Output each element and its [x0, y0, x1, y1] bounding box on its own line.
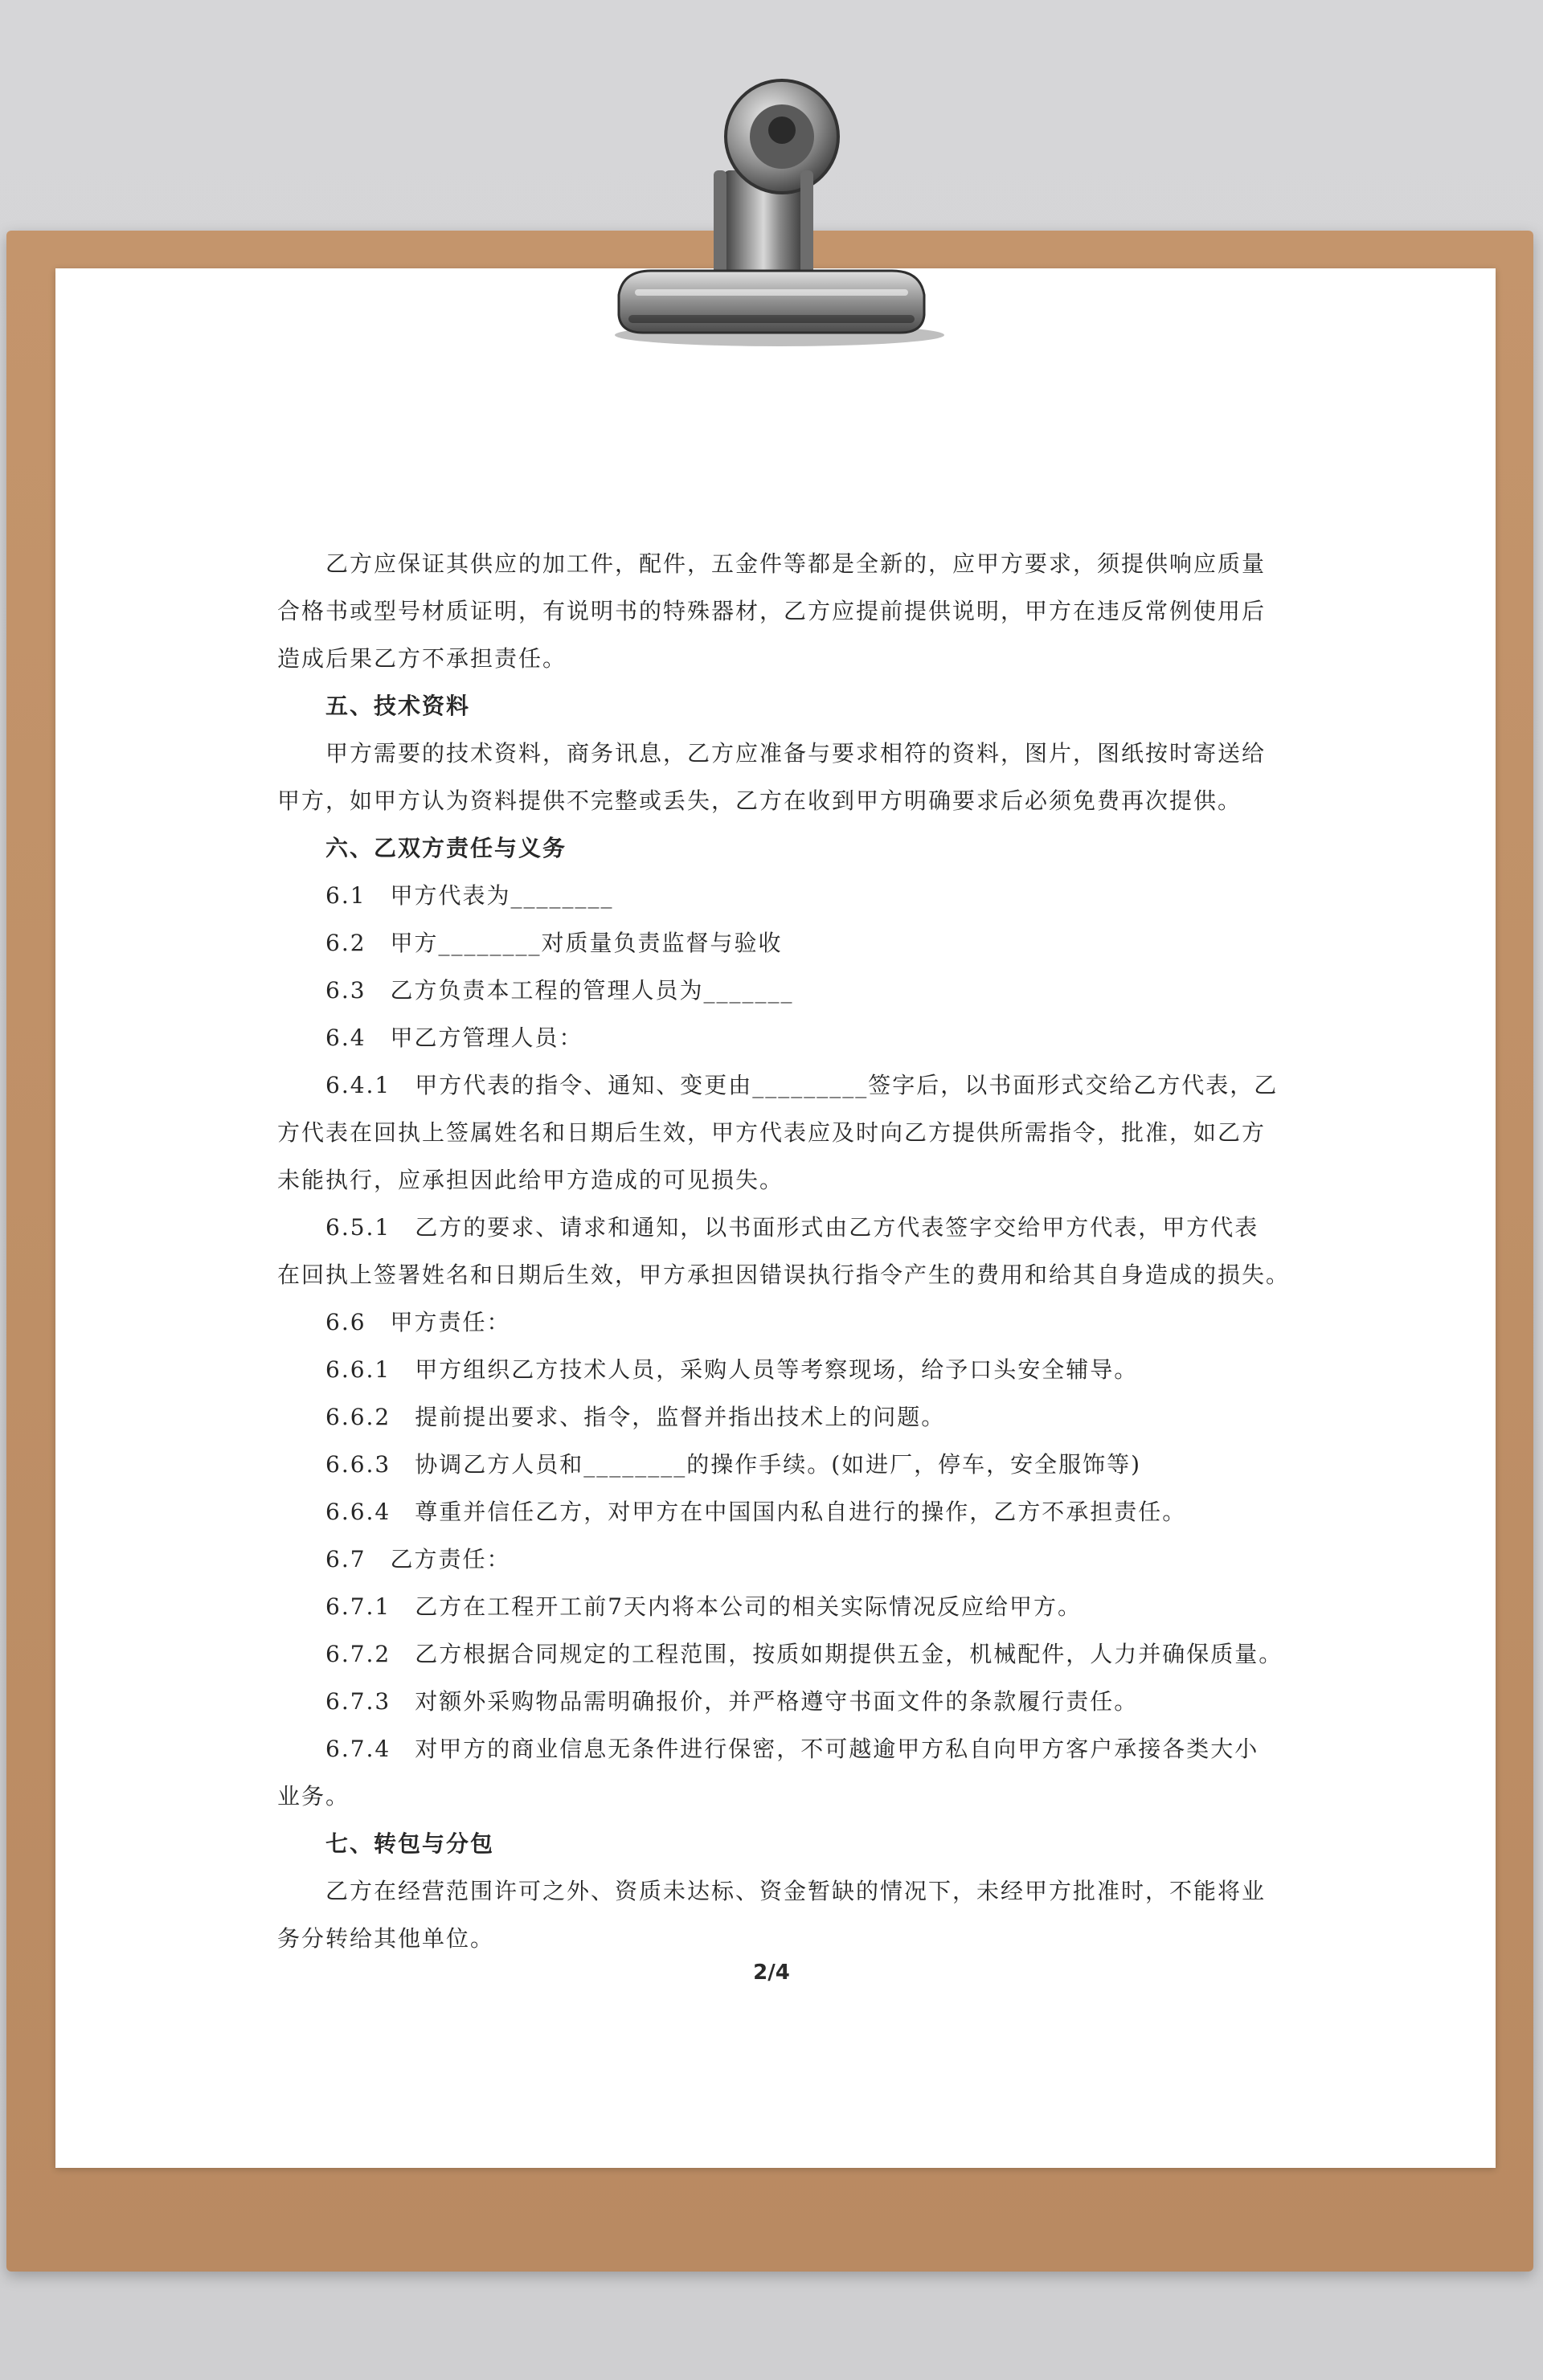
text-line: 乙方在经营范围许可之外、资质未达标、资金暂缺的情况下，未经甲方批准时，不能将业 — [277, 1878, 1267, 1904]
text-line: 6.2 甲方________对质量负责监督与验收 — [277, 930, 783, 956]
text-line: 6.6.1 甲方组织乙方技术人员，采购人员等考察现场，给予口头安全辅导。 — [277, 1356, 1139, 1383]
text-line: 方代表在回执上签属姓名和日期后生效，甲方代表应及时向乙方提供所需指令，批准，如乙方 — [277, 1119, 1267, 1146]
section-heading: 五、技术资料 — [277, 693, 471, 719]
page-number: 2/4 — [753, 1961, 790, 1985]
text-line: 6.5.1 乙方的要求、请求和通知，以书面形式由乙方代表签字交给甲方代表，甲方代表 — [277, 1214, 1259, 1241]
text-line: 务分转给其他单位。 — [277, 1925, 495, 1952]
text-line: 6.7.2 乙方根据合同规定的工程范围，按质如期提供五金，机械配件，人力并确保质量。 — [277, 1641, 1283, 1667]
text-line: 6.7.4 对甲方的商业信息无条件进行保密，不可越逾甲方私自向甲方客户承接各类大小 — [277, 1736, 1259, 1762]
text-line: 未能执行，应承担因此给甲方造成的可见损失。 — [277, 1167, 784, 1193]
text-line: 6.7.1 乙方在工程开工前7天内将本公司的相关实际情况反应给甲方。 — [277, 1593, 1083, 1620]
text-line: 6.4.1 甲方代表的指令、通知、变更由_________签字后，以书面形式交给乙方代表，乙 — [277, 1072, 1279, 1098]
section-heading: 六、乙双方责任与义务 — [277, 835, 567, 861]
text-line: 合格书或型号材质证明，有说明书的特殊器材，乙方应提前提供说明，甲方在违反常例使用后 — [277, 598, 1267, 624]
text-line: 甲方需要的技术资料，商务讯息，乙方应准备与要求相符的资料，图片，图纸按时寄送给 — [277, 740, 1267, 767]
text-line: 6.3 乙方负责本工程的管理人员为_______ — [277, 977, 794, 1004]
text-line: 甲方，如甲方认为资料提供不完整或丢失，乙方在收到甲方明确要求后必须免费再次提供。 — [277, 787, 1242, 814]
text-line: 6.4 甲乙方管理人员： — [277, 1024, 583, 1051]
document-body — [277, 540, 1291, 1962]
text-line: 6.6.2 提前提出要求、指令，监督并指出技术上的问题。 — [277, 1404, 946, 1430]
text-line: 乙方应保证其供应的加工件，配件，五金件等都是全新的，应甲方要求，须提供响应质量 — [277, 550, 1267, 577]
text-line: 6.6 甲方责任： — [277, 1309, 511, 1335]
text-line: 在回执上签署姓名和日期后生效，甲方承担因错误执行指令产生的费用和给其自身造成的损失。 — [277, 1262, 1291, 1288]
text-line: 6.6.4 尊重并信任乙方，对甲方在中国国内私自进行的操作，乙方不承担责任。 — [277, 1499, 1187, 1525]
text-line: 业务。 — [277, 1783, 350, 1810]
text-line: 6.6.3 协调乙方人员和________的操作手续。(如进厂，停车，安全服饰等) — [277, 1451, 1142, 1478]
binder-clip-icon — [579, 50, 948, 355]
text-line: 6.7 乙方责任： — [277, 1546, 511, 1572]
text-line: 6.1 甲方代表为________ — [277, 882, 614, 909]
text-line: 造成后果乙方不承担责任。 — [277, 645, 567, 672]
text-line: 6.7.3 对额外采购物品需明确报价，并严格遵守书面文件的条款履行责任。 — [277, 1688, 1139, 1715]
section-heading: 七、转包与分包 — [277, 1830, 495, 1857]
